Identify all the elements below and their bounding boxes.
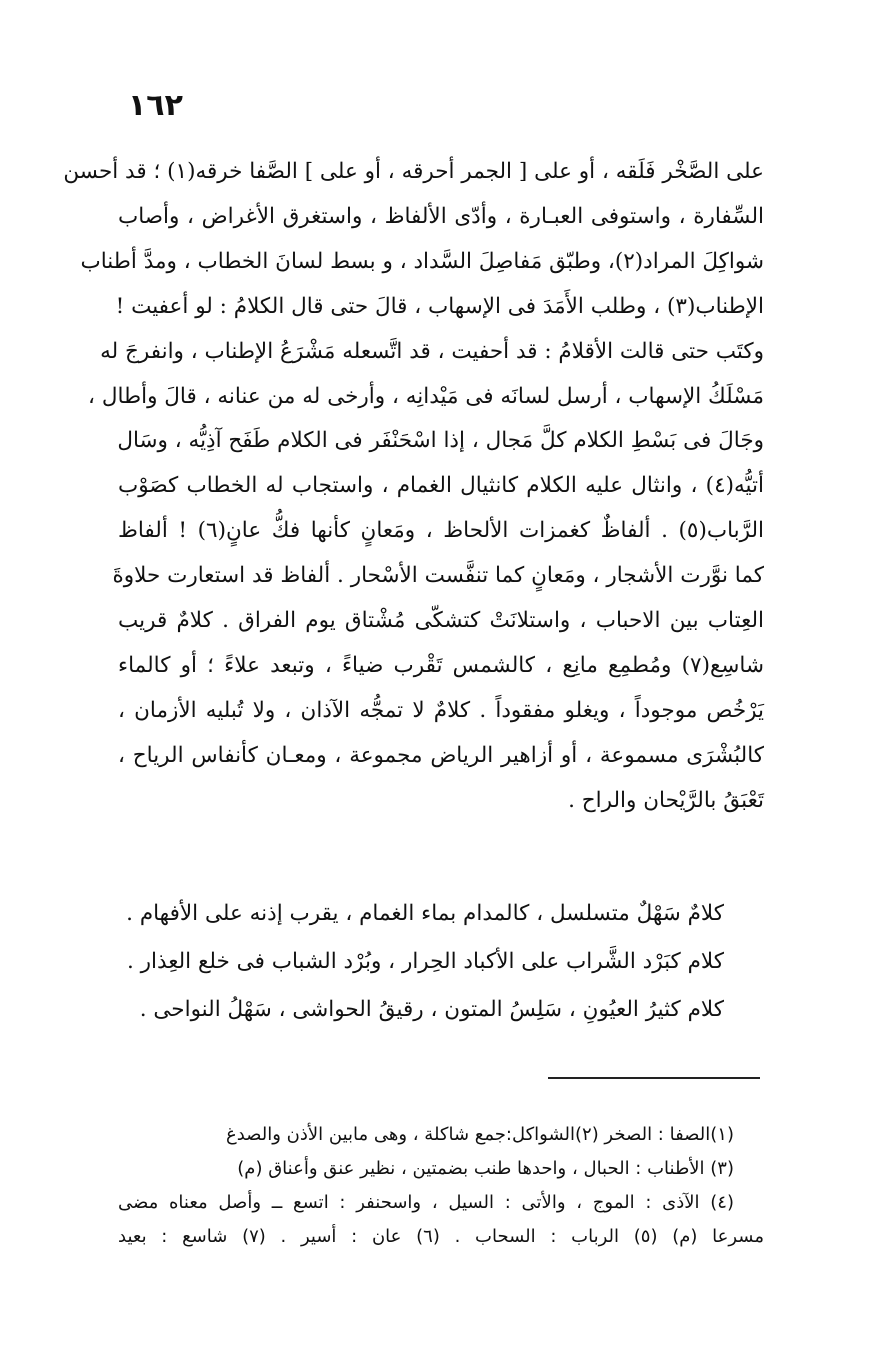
- footnote-line: (٤) الآذى : الموج ، والأتى : السيل ، واسحنفر : اتسع ــ وأصل معناه مضى: [118, 1192, 734, 1213]
- body-line: على الصَّخْر فَلَقه ، أو على [ الجمر أحرقه ، أو على ] الصَّفا خرقه(١) ؛ قد أحسن: [63, 159, 764, 184]
- body-line: تَعْبَقُ بالرَّيْحان والراح .: [568, 787, 764, 813]
- verse-line: كلامٌ سَهْلٌ متسلسل ، كالمدام بماء الغمام ، يقرب إذنه على الأفهام .: [126, 901, 724, 926]
- footnote-divider: [548, 1077, 760, 1079]
- footnote-line: مسرعا (م) (٥) الرباب : السحاب . (٦) عان : أسير . (٧) شاسع : بعيد: [118, 1226, 764, 1247]
- body-line: كالبُشْرَى مسموعة ، أو أزاهير الرياض مجموعة ، ومعـان كأنفاس الرياح ،: [118, 742, 764, 768]
- body-text: [63, 150, 765, 824]
- page-number: ١٦٢: [128, 88, 183, 123]
- body-line: وكتَب حتى قالت الأقلامُ : قد أحفيت ، قد اتَّسعله مَشْرَعُ الإطناب ، وانفرجَ له: [100, 338, 764, 364]
- verse-line: كلام كثيرُ العيُونِ ، سَلِسُ المتون ، رقيقُ الحواشى ، سَهْلُ النواحى .: [139, 997, 724, 1022]
- body-line: وجَالَ فى بَسْطِ الكلام كلَّ مَجال ، إذا اسْحَنْفَر فى الكلام طَفَح آذِيُّه ، وسَال: [117, 428, 764, 454]
- footnote-line: (١)الصفا : الصخر (٢)الشواكل:جمع شاكلة ، وهى مابين الأذن والصدغ: [225, 1124, 734, 1145]
- verse-line: كلام كبَرْد الشَّراب على الأكباد الحِرار ، وبُرْد الشباب فى خلع العِذار .: [126, 949, 724, 974]
- verse-block: [118, 890, 764, 1034]
- body-line: العِتاب بين الاحباب ، واستلانَتْ كتشكّى مُشْتاق يوم الفراق . كلامٌ قريب: [118, 608, 764, 634]
- body-line: أتيُّه(٤) ، وانثال عليه الكلام كانثيال الغمام ، واستجاب له الخطاب كصَوْب: [118, 473, 764, 499]
- body-line: الإطناب(٣) ، وطلب الأَمَدَ فى الإسهاب ، قالَ حتى قال الكلامُ : لو أعفيت !: [115, 293, 764, 319]
- body-line: السِّفارة ، واستوفى العبـارة ، وأدّى الألفاظ ، واستغرق الأغراض ، وأصاب: [118, 203, 764, 229]
- body-line: مَسْلَكُ الإسهاب ، أرسل لسانَه فى مَيْدانِه ، وأرخى له من عنانه ، قالَ وأطال ،: [88, 383, 764, 409]
- body-line: يَرْخُص موجوداً ، ويغلو مفقوداً . كلامٌ لا تمجُّه الآذان ، ولا تُبليه الأزمان ،: [118, 697, 764, 723]
- footnote-line: (٣) الأطناب : الحبال ، واحدها طنب بضمتين ، نظير عنق وأعناق (م): [237, 1158, 734, 1179]
- body-line: شواكِلَ المراد(٢)، وطبّق مَفاصِلَ السَّداد ، و بسط لسانَ الخطاب ، ومدَّ أطناب: [80, 248, 764, 274]
- body-line: شاسِع(٧) ومُطمِع مانِع ، كالشمس تَقْرب ضياءً ، وتبعد علاءً ؛ أو كالماء: [118, 652, 764, 678]
- body-line: كما نوَّرت الأشجار ، ومَعانٍ كما تنفَّست الأسْحار . ألفاظ قد استعارت حلاوةَ: [112, 563, 764, 589]
- footnotes: [118, 1118, 764, 1254]
- body-line: الرَّباب(٥) . ألفاظٌ كغمزات الألحاظ ، ومَعانٍ كأنها فكُّ عانٍ(٦) ! ألفاظ: [118, 518, 765, 544]
